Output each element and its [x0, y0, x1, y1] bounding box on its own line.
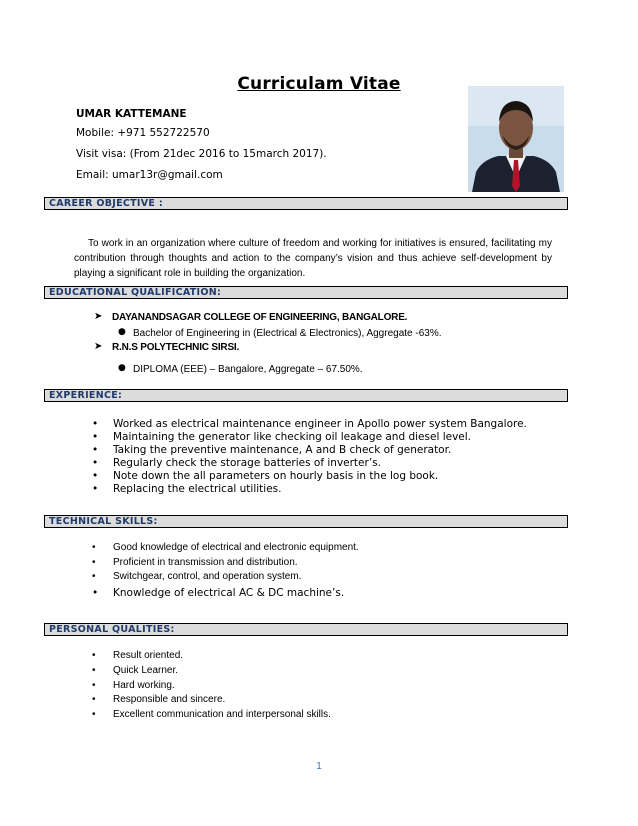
visa-status: Visit visa: (From 21dec 2016 to 15march 2017).	[76, 148, 327, 160]
arrow-bullet-icon: ➤	[94, 311, 103, 322]
section-header-education: EDUCATIONAL QUALIFICATION:	[44, 286, 568, 299]
technical-skills-list	[92, 541, 359, 601]
education-institution: DAYANANDSAGAR COLLEGE OF ENGINEERING, BANGALORE.	[112, 312, 408, 323]
experience-list	[92, 418, 527, 496]
list-item: • Excellent communication and interpersonal skills.	[92, 708, 331, 723]
education-institution: R.N.S POLYTECHNIC SIRSI.	[112, 342, 240, 353]
list-item: • Note down the all parameters on hourly basis in the log book.	[92, 470, 527, 483]
list-item: • Knowledge of electrical AC & DC machine’s.	[92, 585, 359, 601]
education-detail: Bachelor of Engineering in (Electrical & Electronics), Aggregate -63%.	[133, 328, 442, 339]
mobile-number: Mobile: +971 552722570	[76, 127, 210, 139]
career-objective-text: To work in an organization where culture of freedom and working for initiatives is ensured, facilitating my contribution through thoughts and action to the company’s vision and thus achieve self-development by playing a significant role in building the organization.	[74, 238, 552, 279]
list-item: • Regularly check the storage batteries of inverter’s.	[92, 457, 527, 470]
education-detail: DIPLOMA (EEE) – Bangalore, Aggregate – 67.50%.	[133, 364, 363, 375]
document-title: Curriculam Vitae	[237, 74, 401, 94]
email-address: Email: umar13r@gmail.com	[76, 169, 223, 181]
arrow-bullet-icon: ➤	[94, 341, 103, 352]
list-item: • Quick Learner.	[92, 664, 331, 679]
bullet-icon: ●	[118, 363, 126, 373]
list-item: • Taking the preventive maintenance, A and B check of generator.	[92, 444, 527, 457]
section-header-technical-skills: TECHNICAL SKILLS:	[44, 515, 568, 528]
list-item: • Proficient in transmission and distribution.	[92, 556, 359, 571]
candidate-name: UMAR KATTEMANE	[76, 108, 187, 120]
page-number: 1	[316, 761, 322, 772]
list-item: • Switchgear, control, and operation system.	[92, 570, 359, 585]
section-header-experience: EXPERIENCE:	[44, 389, 568, 402]
section-header-career-objective: CAREER OBJECTIVE :	[44, 197, 568, 210]
list-item: • Hard working.	[92, 679, 331, 694]
list-item: • Result oriented.	[92, 649, 331, 664]
person-portrait-icon	[468, 86, 564, 192]
list-item: • Responsible and sincere.	[92, 693, 331, 708]
personal-qualities-list	[92, 649, 331, 723]
list-item: • Maintaining the generator like checking oil leakage and diesel level.	[92, 431, 527, 444]
list-item: • Good knowledge of electrical and electronic equipment.	[92, 541, 359, 556]
list-item: • Worked as electrical maintenance engineer in Apollo power system Bangalore.	[92, 418, 527, 431]
bullet-icon: ●	[118, 327, 126, 337]
list-item: • Replacing the electrical utilities.	[92, 483, 527, 496]
section-header-personal-qualities: PERSONAL QUALITIES:	[44, 623, 568, 636]
